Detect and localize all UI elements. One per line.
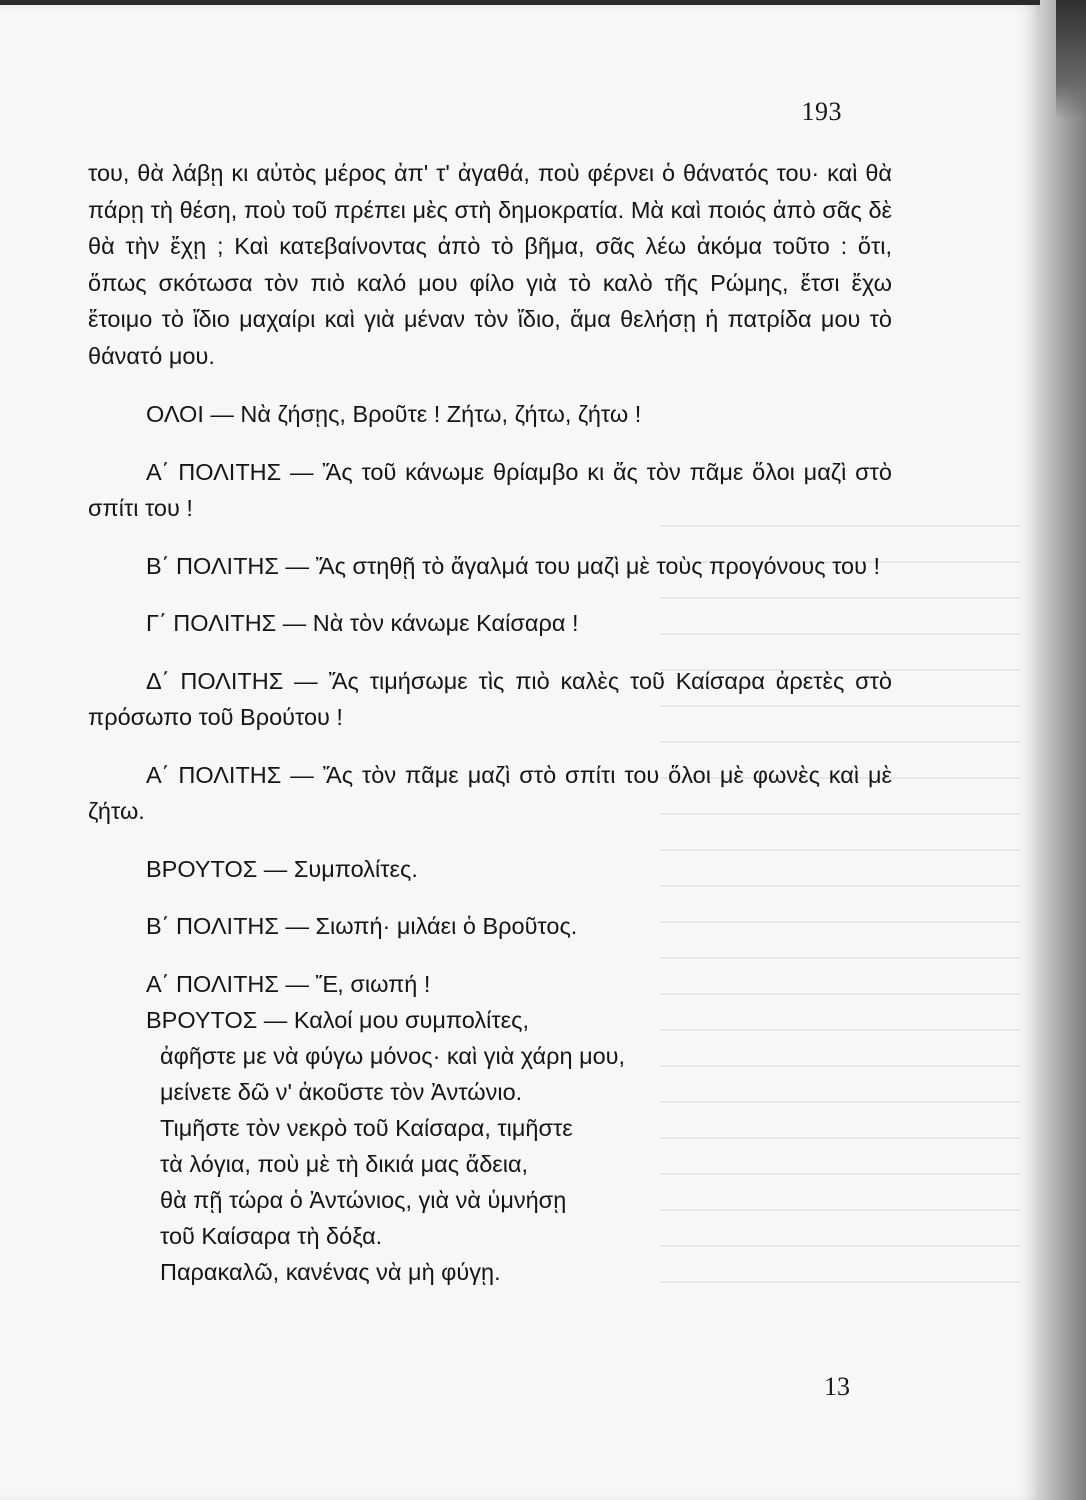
page-fold-edge: [1040, 0, 1086, 1500]
play-text: [88, 155, 892, 1290]
speech-oloi: ΟΛΟΙ — Νὰ ζήσῃς, Βροῦτε ! Ζήτω, ζήτω, ζήτω !: [146, 401, 642, 427]
verse-line: ἀφῆστε με νὰ φύγω μόνος· καὶ γιὰ χάρη μου,: [160, 1043, 626, 1069]
fold-corner: [1056, 0, 1086, 120]
verse-line: θὰ πῇ τώρα ὁ Ἀντώνιος, γιὰ νὰ ὑμνήσῃ: [160, 1187, 567, 1213]
speech-b-politis-1: Β΄ ΠΟΛΙΤΗΣ — Ἄς στηθῇ τὸ ἄγαλμά του μαζὶ μὲ τοὺς προγόνους του !: [146, 552, 881, 579]
verse-line: τὰ λόγια, ποὺ μὲ τὴ δικιά μας ἄδεια,: [160, 1151, 529, 1177]
verse-line: τοῦ Καίσαρα τὴ δόξα.: [160, 1223, 383, 1249]
speech-b-politis-2: Β΄ ΠΟΛΙΤΗΣ — Σιωπή· μιλάει ὁ Βροῦτος.: [146, 913, 578, 939]
verse-speaker-line: ΒΡΟΥΤΟΣ — Καλοί μου συμπολίτες,: [146, 1007, 529, 1033]
speech-g-politis: Γ΄ ΠΟΛΙΤΗΣ — Νὰ τὸν κάνωμε Καίσαρα !: [146, 610, 579, 636]
verse-line: μείνετε δῶ ν' ἀκοῦστε τὸν Ἀντώνιο.: [160, 1079, 523, 1105]
speech-broutos-1: ΒΡΟΥΤΟΣ — Συμπολίτες.: [146, 855, 418, 882]
speech-d-politis: Δ΄ ΠΟΛΙΤΗΣ — Ἄς τιμήσωμε τὶς πιὸ καλὲς τοῦ Καίσαρα ἀρετὲς στὸ πρόσωπο τοῦ Βρούτου !: [88, 667, 892, 730]
opening-paragraph: του, θὰ λάβῃ κι αὐτὸς μέρος ἀπ' τ' ἀγαθά, ποὺ φέρνει ὁ θάνατός του· καὶ θὰ πάρῃ τὴ θέση, ποὺ τοῦ πρέπει μὲς στὴ δημοκρατία. Μὰ καὶ ποιός ἀπὸ σᾶς δὲ θὰ τὴν ἔχῃ ; Καὶ κατεβαίνοντας ἀπὸ τὸ βῆμα, σᾶς λέω ἀκόμα τοῦτο : ὅτι, ὅπως σκότωσα τὸν πιὸ καλό μου φίλο γιὰ τὸ καλὸ τῆς Ρώμης, ἔτσι ἔχω ἕτοιμο τὸ ἴδιο μαχαίρι καὶ γιὰ μέναν τὸν ἴδιο, ἅμα θελήσῃ ἡ πατρίδα μου τὸ θάνατό μου.: [88, 160, 892, 369]
speech-a-politis-2: Α΄ ΠΟΛΙΤΗΣ — Ἄς τὸν πᾶμε μαζὶ στὸ σπίτι του ὅλοι μὲ φωνὲς καὶ μὲ ζήτω.: [88, 761, 892, 824]
speech-a-politis-3: Α΄ ΠΟΛΙΤΗΣ — Ἔ, σιωπή !: [146, 970, 431, 997]
signature-mark: 13: [824, 1372, 850, 1401]
verse-line: Παρακαλῶ, κανένας νὰ μὴ φύγῃ.: [160, 1259, 501, 1285]
speech-a-politis-1: Α΄ ΠΟΛΙΤΗΣ — Ἄς τοῦ κάνωμε θρίαμβο κι ἄς τὸν πᾶμε ὅλοι μαζὶ στὸ σπίτι του !: [88, 458, 892, 521]
book-page: [0, 5, 1041, 1500]
verse-line: Τιμῆστε τὸν νεκρὸ τοῦ Καίσαρα, τιμῆστε: [160, 1115, 573, 1141]
page-number: 193: [801, 97, 842, 126]
speech-broutos-verse: [88, 1002, 892, 1290]
